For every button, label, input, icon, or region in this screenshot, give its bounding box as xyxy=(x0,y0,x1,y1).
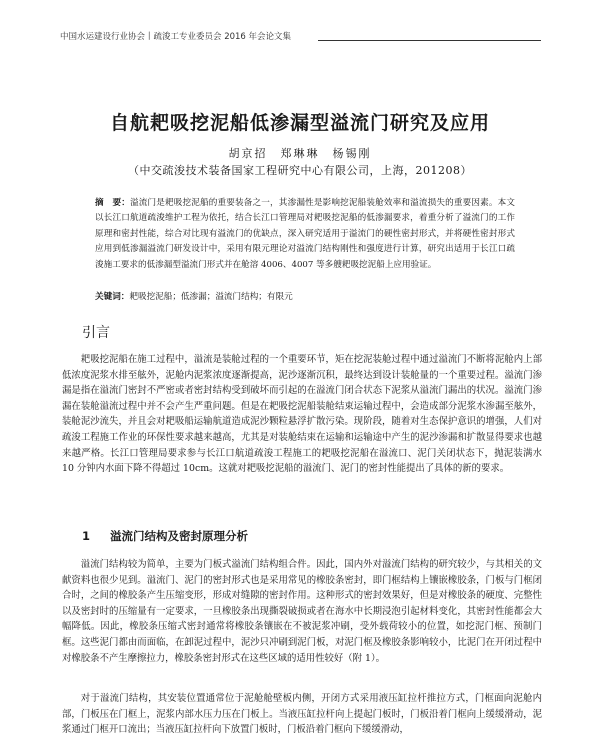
section-1-paragraph-1: 溢流门结构较为简单，主要为门板式溢流门结构组合件。因此，国内外对溢流门结构的研究较少，与其相关的文献资料也很少见到。溢流门、泥门的密封形式也是采用常见的橡胶条密封，即门框结构上镶嵌橡胶条，门板与门框闭合时，之间的橡胶条产生压缩变形，形成对缝隙的密封作用。这种形式的密封效果好，但是对橡胶条的硬度、完整性以及密封时的压缩量有一定要求，一旦橡胶条出现撕裂破损或者在海水中长期浸泡引起材料变化，其密封性能都会大幅降低。因此，橡胶条压缩式密封通常将橡胶条镶嵌在不被泥浆冲刷，受外载荷较小的位置，如挖泥门框、预制门框。这些泥门都由而面临，在卸泥过程中，泥沙只冲刷到泥门板，对泥门框及橡胶条影响较小，比泥门在开闭过程中对橡胶条不产生摩擦拉力，橡胶条密封形式在这些区域的适用性较好（附 1）。 xyxy=(62,559,542,664)
section-1-heading xyxy=(82,528,248,544)
running-header: 中国水运建设行业协会丨疏浚工专业委员会 2016 年会论文集 xyxy=(60,32,292,42)
keywords-text: 耙吸挖泥船；低渗漏；溢流门结构；有限元 xyxy=(129,292,293,302)
intro-heading: 引言 xyxy=(82,325,110,341)
intro-paragraph: 耙吸挖泥船在施工过程中，溢流是装舱过程的一个重要环节，矩在挖泥装舱过程中通过溢流门不断将泥舱内上部低浓度泥浆水排至舷外，泥舱内泥浆浓度逐渐提高，泥沙逐渐沉积，最终达到设计装舱量的一个重要过程。溢流门渗漏是指在溢流门密封不严密或者密封结构受到破坏而引起的在溢流门闭合状态下泥浆从溢流门漏出的状况。溢流门渗漏在装舱溢流过程中并不会产生严重问题。但是在耙吸挖泥船装舱结束运输过程中，会造成部分泥浆水渗漏至舷外，装舱泥沙流失，并且会对耙吸船运输航道造成泥沙颗粒悬浮扩散污染。现阶段，随着对生态保护意识的增强，人们对疏浚工程施工作业的环保性要求越来越高，尤其是对装舱结束在运输和运输途中产生的泥沙渗漏和扩散显得要求也越来越严格。长江口管理局要求参与长江口航道疏浚工程施工的耙吸挖泥船在溢流口、泥门关闭状态下，抛泥装满水10 分钟内水面下降不得超过 10cm。这就对耙吸挖泥船的溢流门、泥门的密封性能提出了具体的新的要求。 xyxy=(62,354,542,475)
paper-title: 自航耙吸挖泥船低渗漏型溢流门研究及应用 xyxy=(109,112,490,134)
abstract-label: 摘 要： xyxy=(95,198,131,208)
affiliation: （中交疏浚技术装备国家工程研究中心有限公司，上海，201208） xyxy=(128,164,472,177)
keywords xyxy=(95,290,515,304)
section-1-title: 溢流门结构及密封原理分析 xyxy=(110,529,248,543)
header-rule xyxy=(318,40,541,41)
section-1-paragraph-2: 对于溢流门结构，其安装位置通常位于泥舱舱壁板内侧，开闭方式采用液压缸拉杆推拉方式，门框面向泥舱内部，门板压在门框上，泥浆内部水压力压在门板上。当液压缸拉杆向上提起门板时，门板沿着门框向上缓缓滑动，泥浆通过门框开口流出；当液压缸拉杆向下放置门板时，门板沿着门框向下缓缓滑动， xyxy=(62,693,542,736)
keywords-label: 关键词： xyxy=(95,292,130,302)
abstract xyxy=(95,196,515,273)
section-1-number: 1 xyxy=(82,529,91,543)
abstract-text: 溢流门是耙吸挖泥船的重要装备之一，其渗漏性是影响挖泥船装舱效率和溢流损失的重要因素。本文以长江口航道疏浚维护工程为依托，结合长江口管理局对耙吸挖泥船的低渗漏要求，着重分析了溢流门的工作原理和密封性能，综合对比现有溢流门的优缺点，深入研究适用于溢流门的硬性密封形式，并将硬性密封形式应用到低渗漏溢流门研发设计中，采用有限元理论对溢流门结构刚性和强度进行计算，研究出适用于长江口疏浚施工要求的低渗漏型溢流门形式并在舱溶 4006、4007 等多艘耙吸挖泥船上应用验证。 xyxy=(95,198,515,270)
author-list: 胡京招 郑琳琳 杨锡刚 xyxy=(228,147,372,160)
